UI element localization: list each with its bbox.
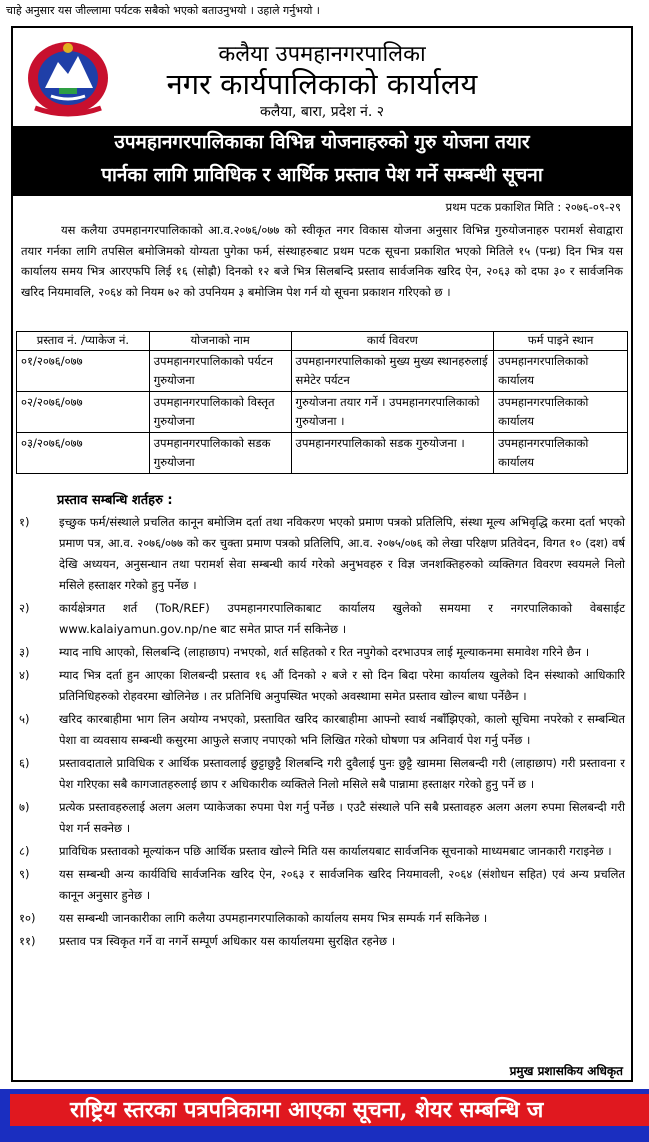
condition-number: ९) [19,867,30,881]
condition-text: प्राविधिक प्रस्तावको मूल्यांकन पछि आर्थिक प्रस्ताव खोल्ने मिति यस कार्यालयबाट सार्वजनिक सूचनाको माध्यमबाट जानकारी गराइनेछ । [59,844,612,858]
condition-text: खरिद कारबाहीमा भाग लिन अयोग्य नभएको, प्रस्तावित खरिद कारबाहीमा आफ्नो स्वार्थ नबाँझिएको, कालो सूचिमा नपरेको र सम्बन्धित पेशा वा व्यवसाय सम्बन्धी कसुरमा आफुले सजाए नपाएको भनि लिखित गरेको घोषणा पत्र अनिवार्य पेश गर्नु पर्नेछ । [59,712,625,747]
condition-text: यस सम्बन्धी अन्य कार्यविधि सार्वजनिक खरिद ऐन, २०६३ र सार्वजनिक खरिद नियमावली, २०६४ (संशोधन सहित) एवं अन्य प्रचलित कानून अनुसार हुनेछ । [59,867,625,902]
table-cell: उपमहानगरपालिकाको कार्यालय [494,433,628,474]
table-header-row [17,332,628,351]
notice-title-line-1: उपमहानगरपालिकाका विभिन्न योजनाहरुको गुरु योजना तयार [114,131,530,153]
table-cell: उपमहानगरपालिकाको पर्यटन गुरुयोजना [149,351,291,392]
table-row [17,392,628,433]
conditions-heading: प्रस्ताव सम्बन्धि शर्तहरु : [57,493,173,508]
condition-number: १) [19,515,30,529]
condition-text: प्रत्येक प्रस्तावहरुलाई अलग अलग प्याकेजका रुपमा पेश गर्नु पर्नेछ । एउटै संस्थाले पनि सबै प्रस्तावहरु अलग अलग रुपमा सिलबन्दी गरी पेश गर्न सक्नेछ । [59,800,625,835]
table-cell: उपमहानगरपालिकाको विस्तृत गुरुयोजना [149,392,291,433]
public-notice [11,26,633,1082]
notice-header [13,28,631,126]
condition-text: म्याद भित्र दर्ता हुन आएका शिलबन्दी प्रस्ताव १६ औं दिनको २ बजे र सो दिन बिदा परेमा कार्यालय खुलेको दिन संस्थाको आधिकारि प्रतिनिधिहरुको रोहवरमा खोलिनेछ । तर प्रतिनिधि अनुपस्थित भएको अवस्थामा समेत प्रस्ताव खोल्न बाधा पर्नेछैन । [59,668,625,703]
condition-item [19,709,625,751]
condition-item [19,598,625,640]
table-cell: गुरुयोजना तयार गर्ने । उपमहानगरपालिकाको गुरुयोजना । [291,392,494,433]
signatory-title: प्रमुख प्रशासकिय अधिकृत [509,1064,623,1078]
condition-item [19,753,625,795]
condition-text: प्रस्तावदाताले प्राविधिक र आर्थिक प्रस्तावलाई छुट्टाछुट्टै शिलबन्दि गरी दुवैलाई पुनः छुट्टै खाममा सिलबन्दी गरी (लाहाछाप) गरी प्रस्तावना र पेश गरिएका सबै कागजातहरुलाई छाप र अधिकारीक व्यक्तिले निलो मसिले सबै पान्नामा हस्ताक्षर गरेको हुनु पर्ने छ । [59,756,625,791]
table-cell: ०२/२०७६/०७७ [17,392,150,433]
condition-number: ५) [19,712,30,726]
col-header-work-detail: कार्य विवरण [291,332,494,351]
table-row [17,351,628,392]
condition-item [19,512,625,596]
condition-number: १०) [19,911,36,925]
col-header-plan-name: योजनाको नाम [149,332,291,351]
condition-number: ४) [19,668,30,682]
condition-text: प्रस्ताव पत्र स्विकृत गर्ने वा नगर्ने सम्पूर्ण अधिकार यस कार्यालयमा सुरक्षित रहनेछ । [59,934,396,948]
condition-item [19,665,625,707]
condition-number: ८) [19,844,30,858]
condition-number: ११) [19,934,36,948]
table-cell: उपमहानगरपालिकाको सडक गुरुयोजना [149,433,291,474]
condition-text: यस सम्बन्धी जानकारीका लागि कलैया उपमहानगरपालिकाको कार्यालय समय भित्र सम्पर्क गर्न सकिनेछ । [59,911,488,925]
municipality-name: कलैया उपमहानगरपालिका [218,42,426,67]
condition-item [19,908,625,929]
conditions-list [19,512,625,954]
publish-date: प्रथम पटक प्रकाशित मिति : २०७६-०९-२९ [445,200,621,214]
footer-bottom-strip [0,1131,649,1142]
condition-item [19,797,625,839]
table-cell: उपमहानगरपालिकाको कार्यालय [494,351,628,392]
footer-banner [0,1089,649,1131]
footer-banner-text: राष्ट्रिय स्तरका पत्रपत्रिकामा आएका सूचना, शेयर सम्बन्धि ज [10,1094,649,1126]
col-header-form-location: फर्म पाइने स्थान [494,332,628,351]
table-cell: उपमहानगरपालिकाको मुख्य मुख्य स्थानहरुलाई समेटेर पर्यटन [291,351,494,392]
notice-title-line-2: पार्नका लागि प्राविधिक र आर्थिक प्रस्ताव पेश गर्ने सम्बन्धी सूचना [101,164,543,186]
condition-text: म्याद नाघि आएको, सिलबन्दि (लाहाछाप) नभएको, शर्त सहितको र रित नपुगेको दरभाउपत्र लाई मूल्याकनमा समावेश गरिने छैन । [59,645,590,659]
notice-title-banner [13,126,631,196]
condition-number: ७) [19,800,30,814]
condition-text: इच्छुक फर्म/संस्थाले प्रचलित कानून बमोजिम दर्ता तथा नविकरण भएको प्रमाण पत्रको प्रतिलिपि, संस्था मूल्य अभिवृद्धि करमा दर्ता भएको प्रमाण पत्र, आ.व. २०७६/०७७ को कर चुक्ता प्रमाण पत्रको प्रतिलिपि, आ.व. २०७५/०७६ को लेखा परिक्षण प्रतिवेदन, विगत १० (दश) वर्ष देखि अध्ययन, अनुसन्धान तथा परामर्श सेवा सम्बन्धी कार्य गरेको अनुभवहरु र विज्ञ जनशक्तिहरुको व्यक्तिगत विवरण स्वयमले निलो मसिले हस्ताक्षर गरेको हुनु पर्नेछ । [59,515,625,592]
condition-number: ३) [19,645,30,659]
condition-number: ६) [19,756,30,770]
office-address: कलैया, बारा, प्रदेश नं. २ [259,104,385,120]
condition-item [19,931,625,952]
previous-article-strip: चाहे अनुसार यस जील्लामा पर्यटक सबैको भएको बताउनुभयो । उहाले गर्नुभयो । [6,4,320,17]
table-cell: ०३/२०७६/०७७ [17,433,150,474]
table-cell: उपमहानगरपालिकाको कार्यालय [494,392,628,433]
condition-item [19,642,625,663]
project-table [16,331,628,474]
col-header-proposal-no: प्रस्ताव नं. /प्याकेज नं. [17,332,150,351]
table-cell: ०१/२०७६/०७७ [17,351,150,392]
condition-item [19,841,625,862]
table-row [17,433,628,474]
condition-item [19,864,625,906]
condition-number: २) [19,601,30,615]
intro-paragraph: यस कलैया उपमहानगरपालिकाको आ.व.२०७६/०७७ को स्वीकृत नगर विकास योजना अनुसार विभिन्न गुरुयोजनाहरु परामर्श सेवाद्वारा तयार गर्नका लागि तपसिल बमोजिमको योग्यता पुगेका फर्म, संस्थाहरुबाट प्रथम पटक सूचना प्रकाशित भएको मितिले १५ (पन्ध्र) दिन भित्र यस कार्यालय समय भित्र आरएफपि लिई १६ (सोह्रौ) दिनको १२ बजे भित्र सिलबन्दि प्रस्ताव सार्वजनिक खरिद ऐन, २०६३ को दफा ३० र सार्वजनिक खरिद नियमावलि, २०६४ को नियम ७२ को उपनियम ३ बमोजिम पेश गर्न यो सूचना प्रकाशन गरिएको छ । [21,223,623,299]
office-name: नगर कार्यपालिकाको कार्यालय [166,67,478,101]
condition-text: कार्यक्षेत्रगत शर्त (ToR/REF) उपमहानगरपालिकाबाट कार्यालय खुलेको समयमा र नगरपालिकाको वेबसाईट www.kalaiyamun.gov.np/ne बाट समेत प्राप्त गर्न सकिनेछ । [59,601,625,636]
table-cell: उपमहानगरपालिकाको सडक गुरुयोजना । [291,433,494,474]
